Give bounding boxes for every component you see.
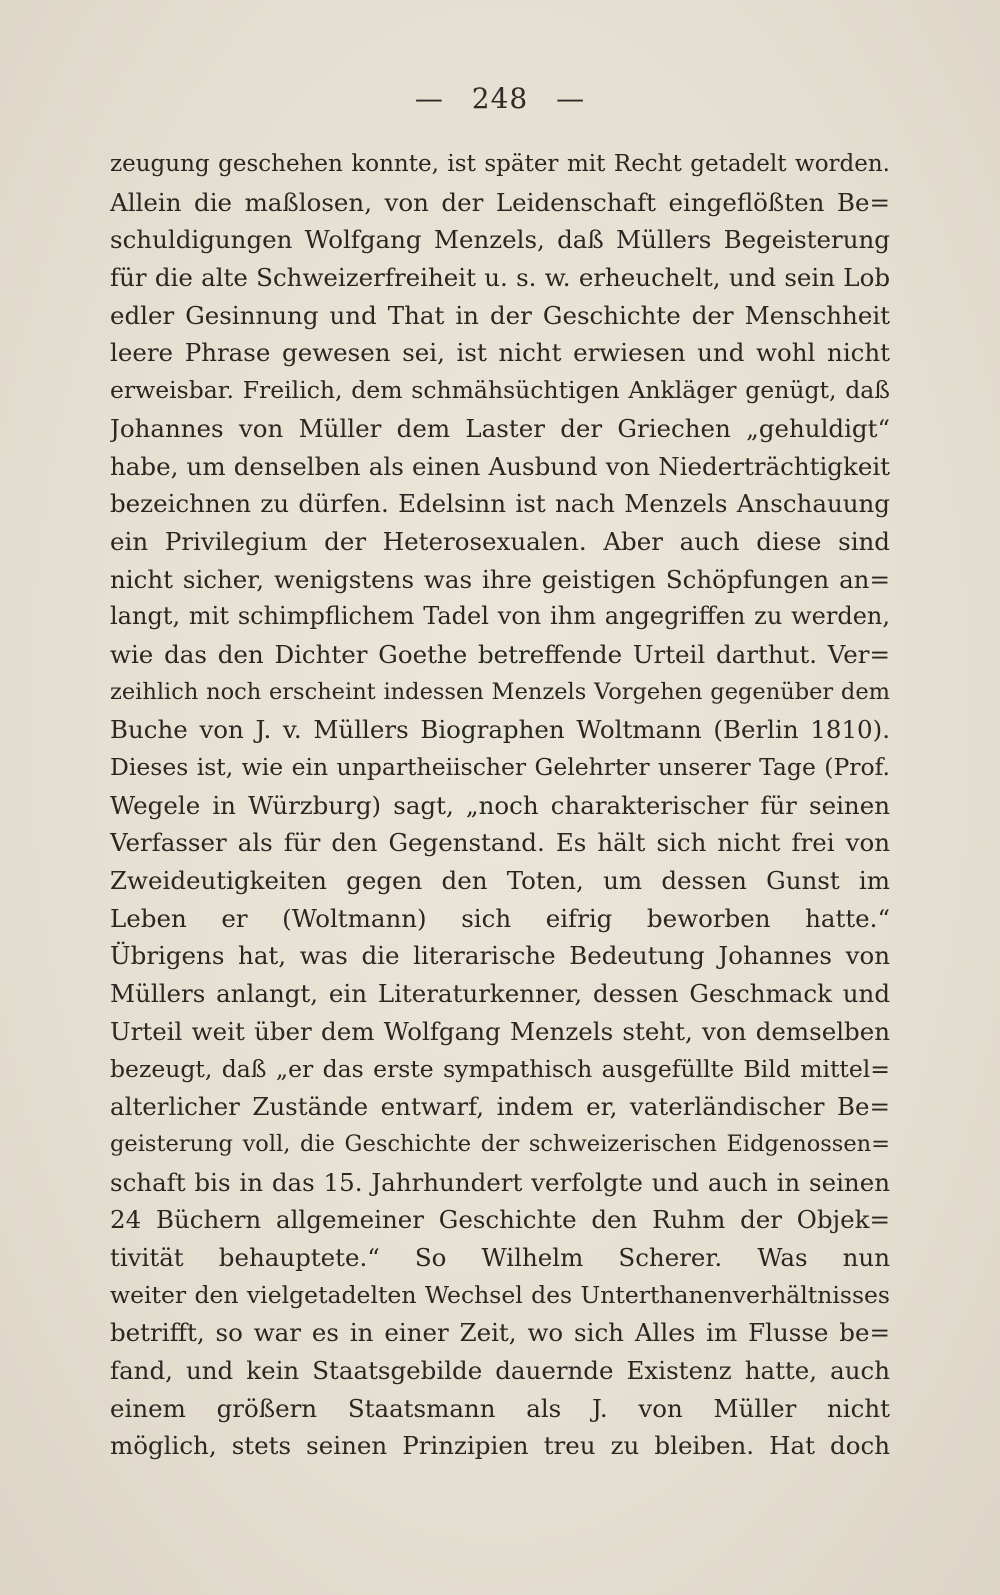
- text-line: bezeugt, daß „er das erste sympathisch ausgefüllte Bild mittel=: [110, 1054, 890, 1083]
- text-line: möglich, stets seinen Prinzipien treu zu bleiben. Hat doch: [110, 1431, 890, 1461]
- header-dash-right: —: [556, 82, 586, 115]
- text-line: fand, und kein Staatsgebilde dauernde Existenz hatte, auch: [110, 1356, 890, 1385]
- text-line: tivität behauptete.“ So Wilhelm Scherer. Was nun: [110, 1242, 890, 1272]
- text-line: Wegele in Würzburg) sagt, „noch charakterischer für seinen: [110, 790, 890, 820]
- text-line: schaft bis in das 15. Jahrhundert verfolgte und auch in seinen: [110, 1167, 890, 1197]
- body-text: [110, 146, 890, 1465]
- text-line: für die alte Schweizerfreiheit u. s. w. erheuchelt, und sein Lob: [110, 263, 890, 293]
- text-line: Übrigens hat, was die literarische Bedeutung Johannes von: [110, 941, 890, 971]
- text-line: betrifft, so war es in einer Zeit, wo sich Alles im Flusse be=: [110, 1318, 890, 1348]
- text-line: Allein die maßlosen, von der Leidenschaft eingeflößten Be=: [110, 187, 890, 217]
- text-line: wie das den Dichter Goethe betreffende Urteil darthut. Ver=: [110, 639, 890, 669]
- text-line: Dieses ist, wie ein unpartheiischer Gelehrter unserer Tage (Prof.: [110, 753, 890, 781]
- text-line: ein Privilegium der Heterosexualen. Aber auch diese sind: [110, 526, 890, 556]
- text-line: einem größern Staatsmann als J. von Müller nicht: [110, 1393, 890, 1423]
- text-line: langt, mit schimpflichem Tadel von ihm angegriffen zu werden,: [110, 602, 890, 631]
- text-line: schuldigungen Wolfgang Menzels, daß Müllers Begeisterung: [110, 225, 890, 255]
- text-line: zeugung geschehen konnte, ist später mit Recht getadelt worden.: [110, 151, 890, 177]
- text-line: leere Phrase gewesen sei, ist nicht erwiesen und wohl nicht: [110, 338, 890, 368]
- header-dash-left: —: [414, 82, 444, 115]
- page-number: 248: [471, 82, 529, 115]
- text-line: nicht sicher, wenigstens was ihre geistigen Schöpfungen an=: [110, 564, 890, 594]
- text-line: weiter den vielgetadelten Wechsel des Unterthanenverhältnisses: [110, 1280, 890, 1309]
- text-line: habe, um denselben als einen Ausbund von Niederträchtigkeit: [110, 451, 890, 481]
- text-line: 24 Büchern allgemeiner Geschichte den Ruhm der Objek=: [110, 1205, 890, 1235]
- text-line: erweisbar. Freilich, dem schmähsüchtigen Ankläger genügt, daß: [110, 376, 890, 405]
- text-line: Leben er (Woltmann) sich eifrig beworben hatte.“: [110, 903, 890, 933]
- text-line: zeihlich noch erscheint indessen Menzels Vorgehen gegenüber dem: [110, 678, 890, 705]
- page-number-header: [0, 82, 1000, 115]
- text-line: Urteil weit über dem Wolfgang Menzels steht, von demselben: [110, 1016, 890, 1046]
- text-line: edler Gesinnung und That in der Geschichte der Menschheit: [110, 300, 890, 330]
- text-line: Zweideutigkeiten gegen den Toten, um dessen Gunst im: [110, 866, 890, 896]
- text-line: geisterung voll, die Geschichte der schweizerischen Eidgenossen=: [110, 1130, 890, 1157]
- text-line: bezeichnen zu dürfen. Edelsinn ist nach Menzels Anschauung: [110, 489, 890, 519]
- text-line: alterlicher Zustände entwarf, indem er, vaterländischer Be=: [110, 1092, 890, 1122]
- text-line: Verfasser als für den Gegenstand. Es hält sich nicht frei von: [110, 828, 890, 858]
- text-line: Johannes von Müller dem Laster der Griechen „gehuldigt“: [110, 413, 890, 443]
- text-line: Müllers anlangt, ein Literaturkenner, dessen Geschmack und: [110, 979, 890, 1009]
- text-line: Buche von J. v. Müllers Biographen Woltmann (Berlin 1810).: [110, 715, 890, 745]
